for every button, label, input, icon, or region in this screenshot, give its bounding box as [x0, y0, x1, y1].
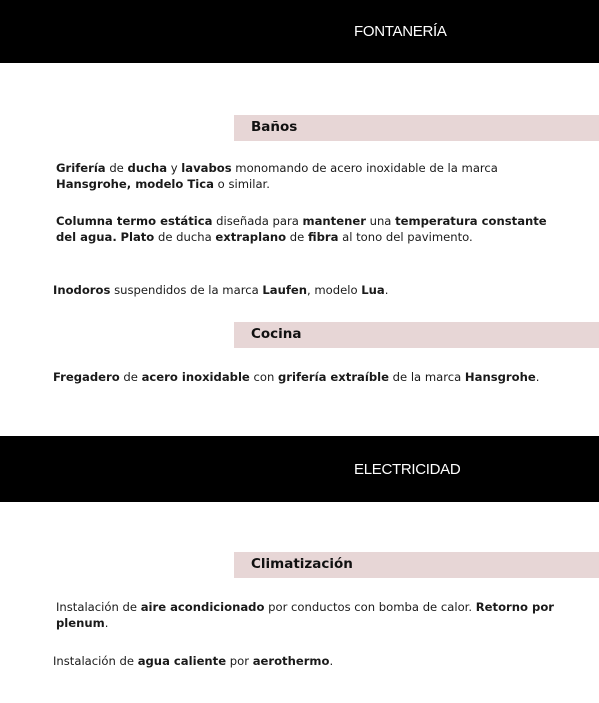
text: de: [105, 161, 128, 175]
bold-text: plenum: [56, 615, 105, 630]
paragraph-columna-termo: [56, 214, 571, 245]
bold-text: temperatura constante: [395, 214, 547, 228]
bold-text: Laufen: [262, 283, 308, 297]
text: .: [329, 654, 334, 668]
section-title: FONTANERÍA: [354, 23, 447, 40]
bold-text: Plato: [120, 229, 155, 244]
bold-text: acero inoxidable: [141, 370, 250, 384]
paragraph-fregadero: [53, 370, 568, 386]
text: Instalación de: [56, 600, 141, 614]
bold-text: aerothermo: [252, 654, 330, 668]
bold-text: ducha: [127, 161, 168, 175]
bold-text: Hansgrohe: [464, 370, 536, 384]
text: diseñada para: [212, 214, 303, 228]
section-header-fontaneria: [0, 0, 599, 63]
section-title: ELECTRICIDAD: [354, 461, 461, 478]
bold-text: mantener: [302, 214, 366, 228]
text: Instalación de: [53, 654, 138, 668]
bold-text: extraplano: [215, 229, 287, 244]
bold-text: agua caliente: [137, 654, 227, 668]
bold-text: Hansgrohe, modelo Tica: [56, 176, 214, 191]
paragraph-inodoros: [53, 283, 568, 299]
bold-text: Inodoros: [53, 283, 111, 297]
bold-text: fibra: [308, 229, 339, 244]
text: al tono del pavimento.: [338, 229, 473, 244]
bold-text: aire acondicionado: [140, 600, 265, 614]
text: de ducha: [154, 229, 216, 244]
text: monomando de acero inoxidable de la marca: [231, 161, 498, 175]
bold-text: Retorno por: [475, 600, 555, 614]
section-header-electricidad: [0, 436, 599, 502]
subsection-bar-climatizacion: [234, 552, 599, 578]
subsection-bar-banos: [234, 115, 599, 141]
text: de la marca: [388, 370, 465, 384]
text: de: [119, 370, 142, 384]
bold-text: Fregadero: [53, 370, 120, 384]
text: suspendidos de la marca: [110, 283, 263, 297]
text: , modelo: [307, 283, 362, 297]
subsection-title: Cocina: [251, 326, 302, 342]
bold-text: Lua: [361, 283, 385, 297]
paragraph-aire-acondicionado: [56, 600, 571, 631]
text: por: [226, 654, 253, 668]
text: .: [384, 283, 389, 297]
subsection-bar-cocina: [234, 322, 599, 348]
bold-text: lavabos: [181, 161, 232, 175]
text: de: [286, 229, 308, 244]
bold-text: Columna termo estática: [56, 214, 213, 228]
subsection-title: Climatización: [251, 556, 353, 572]
bold-text: del agua.: [56, 229, 117, 244]
text: con: [249, 370, 278, 384]
text: .: [535, 370, 540, 384]
bold-text: Grifería: [56, 161, 106, 175]
text: o similar.: [213, 176, 270, 191]
text: una: [365, 214, 396, 228]
bold-text: grifería extraíble: [277, 370, 389, 384]
text: .: [104, 615, 109, 630]
subsection-title: Baños: [251, 119, 298, 135]
paragraph-griferia: [56, 161, 571, 192]
text: por conductos con bomba de calor.: [264, 600, 476, 614]
text: y: [167, 161, 182, 175]
paragraph-agua-caliente: [53, 654, 568, 670]
